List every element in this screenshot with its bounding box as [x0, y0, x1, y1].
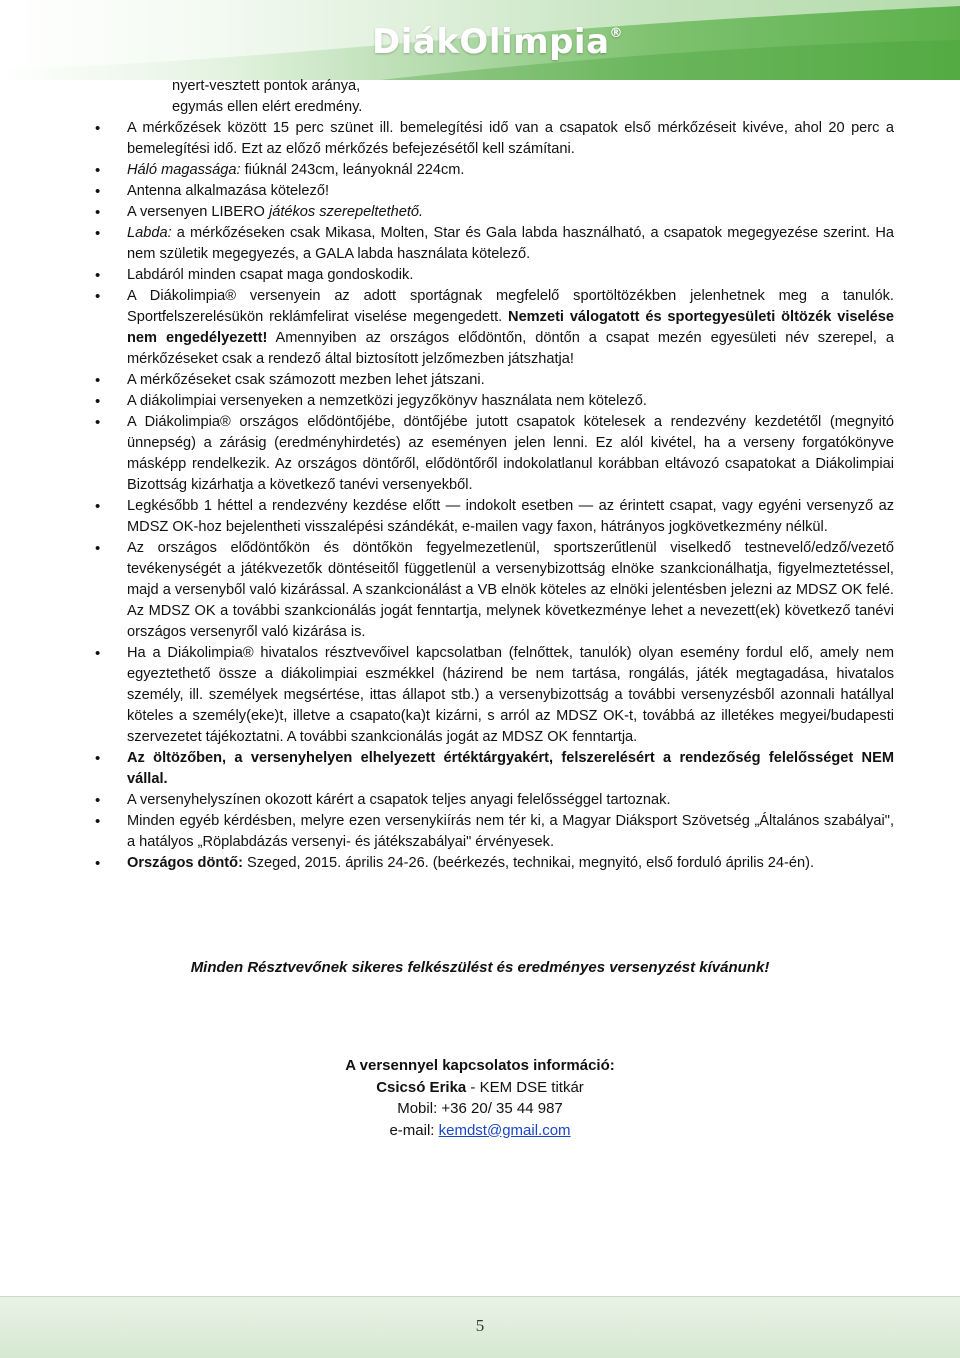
- rule-text: Nemzeti válogatott és sportegyesületi öltözék viselése nem engedélyezett!: [127, 309, 895, 346]
- rule-item: [108, 538, 894, 643]
- logo-text: DiákOlimpia: [372, 22, 610, 62]
- rule-text: játékos szerepeltethető.: [268, 204, 424, 220]
- rule-text: a mérkőzéseken csak Mikasa, Molten, Star és Gala labda használható, a csapatok megegyezése szerint. Ha nem születik megegyezés, a GALA labda használata kötelező.: [127, 225, 894, 262]
- contact-block: [0, 1055, 960, 1141]
- email-link[interactable]: kemdst@gmail.com: [438, 1121, 571, 1139]
- rule-item: [108, 265, 894, 286]
- page-number: 5: [475, 1316, 485, 1335]
- rule-item: [108, 412, 894, 496]
- rule-text: Az országos elődöntőkön és döntőkön fegyelmezetlenül, sportszerűtlenül viselkedő testnevelő/edző/vezető tevékenységét a játékvezetők döntéseitől függetlenül a versenybizottság elnöke szankcionálhatja, figyelmeztetéssel, majd a versenyből való kizárással. A szankcionálást a VB elnök köteles az elnöki jelentésben jelezni az MDSZ OK felé. Az MDSZ OK a további szankcionálás jogát fenntartja, melynek következménye lehet a nevezett(ek) következő tanévi országos versenyről való kizárása is.: [127, 540, 894, 640]
- rule-item: [108, 286, 894, 370]
- rules-list: [108, 118, 894, 874]
- logo-registered-mark: ®: [609, 26, 624, 41]
- contact-phone: Mobil: +36 20/ 35 44 987: [397, 1100, 563, 1117]
- closing-wish: Minden Résztvevőnek sikeres felkészülést és eredményes versenyzést kívánunk!: [190, 959, 770, 976]
- rule-text: A Diákolimpia® versenyein az adott sportágnak megfelelő sportöltözékben jelenhetnek meg a tanulók. Sportfelszerelésükön reklámfelirat viselése megengedett.: [127, 288, 894, 325]
- rule-item: [108, 202, 894, 223]
- contact-title: A versennyel kapcsolatos információ:: [345, 1057, 615, 1074]
- rule-item: [108, 160, 894, 181]
- rules-content: [108, 76, 894, 874]
- contact-person: [0, 1077, 960, 1099]
- rule-text: Háló magassága:: [127, 162, 241, 178]
- rule-text: A diákolimpiai versenyeken a nemzetközi jegyzőkönyv használata nem kötelező.: [127, 393, 647, 409]
- rule-item: [108, 391, 894, 412]
- rule-text: A versenyhelyszínen okozott kárért a csapatok teljes anyagi felelősséggel tartoznak.: [127, 792, 671, 808]
- rule-item: [108, 181, 894, 202]
- continuation-line-1: nyert-vesztett pontok aránya,: [172, 78, 361, 94]
- diakolimpia-logo: [372, 22, 623, 68]
- rule-item: [108, 643, 894, 748]
- rule-text: Legkésőbb 1 héttel a rendezvény kezdése előtt — indokolt esetben — az érintett csapat, vagy egyéni versenyző az MDSZ OK-hoz bejelentheti visszalépési szándékát, e-mailen vagy faxon, hátrányos jogkövetkezmény nélkül.: [127, 498, 894, 535]
- rule-text: Antenna alkalmazása kötelező!: [127, 183, 330, 199]
- rule-text: fiúknál 243cm, leányoknál 224cm.: [240, 162, 465, 178]
- rule-text: Labdáról minden csapat maga gondoskodik.: [127, 267, 414, 283]
- rule-item: [108, 118, 894, 160]
- rule-text: Országos döntő:: [127, 855, 243, 871]
- rule-text: A mérkőzések között 15 perc szünet ill. bemelegítési idő van a csapatok első mérkőzéseit kivéve, ahol 20 perc a bemelegítési idő. Ezt az előző mérkőzés befejezésétől kell számítani.: [127, 120, 894, 157]
- rule-text: A versenyen LIBERO: [127, 204, 269, 220]
- rule-text: Amennyiben az országos elődöntőn, döntőn a csapat mezén egyesületi név szerepel, a mérkőzéseket csak a rendező által biztosított jelzőmezben játszhatja!: [127, 330, 895, 367]
- rule-item: [108, 811, 894, 853]
- rule-text: Ha a Diákolimpia® hivatalos résztvevőivel kapcsolatban (felnőttek, tanulók) olyan esemény fordul elő, amely nem egyeztethető össze a diákolimpiai eszmékkel (házirend be nem tartása, rongálás, játék megtagadása, hivatalos személy, ill. személyek megsértése, ittas állapot stb.) a versenybizottság a további versenyzésből azonnali hatállyal köteles a személy(eke)t, illetve a csapato(ka)t kizárni, s arról az MDSZ OK-t, továbbá az illetékes megyei/budapesti szervezetet tájékoztatni. A további szankcionálás jogát az MDSZ OK fenntartja.: [127, 645, 894, 745]
- rule-item: [108, 223, 894, 265]
- rule-item: [108, 496, 894, 538]
- rule-text: Minden egyéb kérdésben, melyre ezen versenykiírás nem tér ki, a Magyar Diáksport Szövetség „Általános szabályai", a hatályos „Röplabdázás versenyi- és játékszabályai" érvényesek.: [127, 813, 894, 850]
- email-label: e-mail:: [389, 1121, 439, 1139]
- rule-text: A mérkőzéseket csak számozott mezben lehet játszani.: [127, 372, 485, 388]
- rule-item: [108, 370, 894, 391]
- header-band: [0, 0, 960, 80]
- contact-role: - KEM DSE titkár: [466, 1078, 584, 1096]
- contact-email-line: [0, 1120, 960, 1142]
- rule-text: Szeged, 2015. április 24-26. (beérkezés, technikai, megnyitó, első forduló április 24-én).: [242, 855, 815, 871]
- rule-text: Labda:: [127, 225, 172, 241]
- rule-item: [108, 748, 894, 790]
- rule-text: Az öltözőben, a versenyhelyen elhelyezett értéktárgyakért, felszerelésért a rendezőség felelősséget NEM vállal.: [127, 750, 894, 787]
- contact-name: Csicsó Erika: [376, 1078, 467, 1096]
- rule-text: A Diákolimpia® országos elődöntőjébe, döntőjébe jutott csapatok kötelesek a rendezvény kezdetétől (megnyitó ünnepség) a zárásig (eredményhirdetés) az eseményen jelen lenni. Ez alól kivétel, ha a verseny forgatókönyve másképp rendelkezik. Az országos döntőről, elődöntőről indokolatlanul korábban eltávozó csapatokat a Diákolimpiai Bizottság kizárhatja a következő tanévi versenyekből.: [127, 414, 894, 493]
- rule-item: [108, 853, 894, 874]
- continuation-line-2: egymás ellen elért eredmény.: [172, 99, 363, 115]
- rule-item: [108, 790, 894, 811]
